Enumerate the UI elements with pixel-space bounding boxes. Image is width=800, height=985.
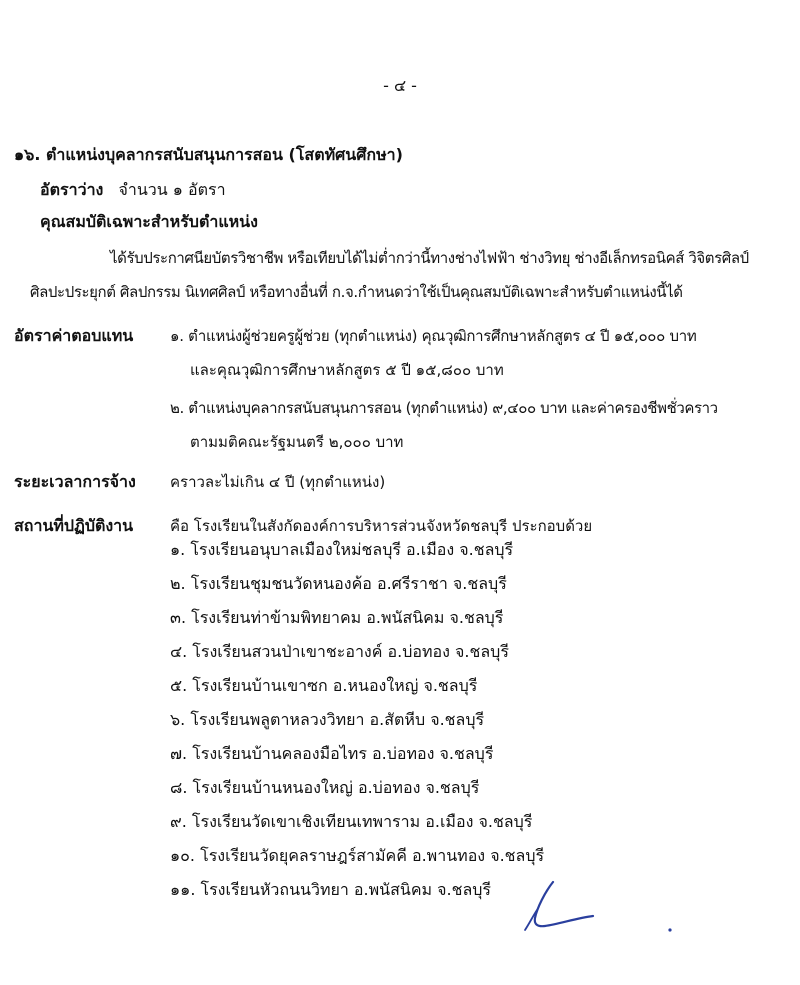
vacancy-value: จำนวน ๑ อัตรา	[118, 180, 226, 199]
school-list-item: ๑๐. โรงเรียนวัดยุคลราษฎร์สามัคคี อ.พานทอง จ.ชลบุรี	[170, 846, 545, 865]
compensation-item1-line2: และคุณวุฒิการศึกษาหลักสูตร ๕ ปี ๑๕,๘๐๐ บาท	[190, 361, 504, 379]
compensation-item2-line1: ๒. ตำแหน่งบุคลากรสนับสนุนการสอน (ทุกตำแหน่ง) ๙,๔๐๐ บาท และค่าครองชีพชั่วคราว	[170, 399, 718, 417]
school-list-item: ๔. โรงเรียนสวนป่าเขาชะอางค์ อ.บ่อทอง จ.ชลบุรี	[170, 642, 509, 661]
school-list	[170, 538, 544, 912]
vacancy-label: อัตราว่าง	[40, 180, 104, 199]
compensation-label: อัตราค่าตอบแทน	[14, 326, 134, 345]
page-number: - ๔ -	[383, 76, 417, 95]
employment-period-label: ระยะเวลาการจ้าง	[14, 472, 136, 491]
school-list-item: ๒. โรงเรียนชุมชนวัดหนองค้อ อ.ศรีราชา จ.ชลบุรี	[170, 574, 507, 593]
school-list-item: ๖. โรงเรียนพลูตาหลวงวิทยา อ.สัตหีบ จ.ชลบุรี	[170, 710, 485, 729]
school-list-item: ๗. โรงเรียนบ้านคลองมือไทร อ.บ่อทอง จ.ชลบุรี	[170, 744, 494, 763]
compensation-item2-line2: ตามมติคณะรัฐมนตรี ๒,๐๐๐ บาท	[190, 433, 404, 451]
compensation-item1-line1: ๑. ตำแหน่งผู้ช่วยครูผู้ช่วย (ทุกตำแหน่ง) คุณวุฒิการศึกษาหลักสูตร ๔ ปี ๑๕,๐๐๐ บาท	[170, 327, 697, 345]
signature-mark	[515, 870, 685, 940]
workplace-label: สถานที่ปฏิบัติงาน	[14, 516, 134, 535]
vacancy-row	[40, 178, 226, 203]
school-list-item: ๑๑. โรงเรียนหัวถนนวิทยา อ.พนัสนิคม จ.ชลบุรี	[170, 880, 492, 899]
school-list-item: ๑. โรงเรียนอนุบาลเมืองใหม่ชลบุรี อ.เมือง จ.ชลบุรี	[170, 540, 514, 559]
school-list-item: ๓. โรงเรียนท่าข้ามพิทยาคม อ.พนัสนิคม จ.ชลบุรี	[170, 608, 504, 627]
workplace-intro: คือ โรงเรียนในสังกัดองค์การบริหารส่วนจังหวัดชลบุรี ประกอบด้วย	[170, 517, 593, 535]
position-title: ๑๖. ตำแหน่งบุคลากรสนับสนุนการสอน (โสตทัศนศึกษา)	[14, 145, 403, 164]
school-list-item: ๘. โรงเรียนบ้านหนองใหญ่ อ.บ่อทอง จ.ชลบุรี	[170, 778, 480, 797]
qualification-heading: คุณสมบัติเฉพาะสำหรับตำแหน่ง	[40, 212, 258, 231]
employment-period-value: คราวละไม่เกิน ๔ ปี (ทุกตำแหน่ง)	[170, 473, 386, 491]
school-list-item: ๕. โรงเรียนบ้านเขาซก อ.หนองใหญ่ จ.ชลบุรี	[170, 676, 478, 695]
qualification-text-line2: ศิลปะประยุกต์ ศิลปกรรม นิเทศศิลป์ หรือทางอื่นที่ ก.จ.กำหนดว่าใช้เป็นคุณสมบัติเฉพาะสำหรับตำแหน่งนี้ได้	[30, 283, 683, 301]
school-list-item: ๙. โรงเรียนวัดเขาเชิงเทียนเทพาราม อ.เมือง จ.ชลบุรี	[170, 812, 533, 831]
qualification-text-line1: ได้รับประกาศนียบัตรวิชาชีพ หรือเทียบได้ไม่ต่ำกว่านี้ทางช่างไฟฟ้า ช่างวิทยุ ช่างอีเล็กทรอนิคส์ วิจิตรศิลป์	[110, 249, 749, 267]
